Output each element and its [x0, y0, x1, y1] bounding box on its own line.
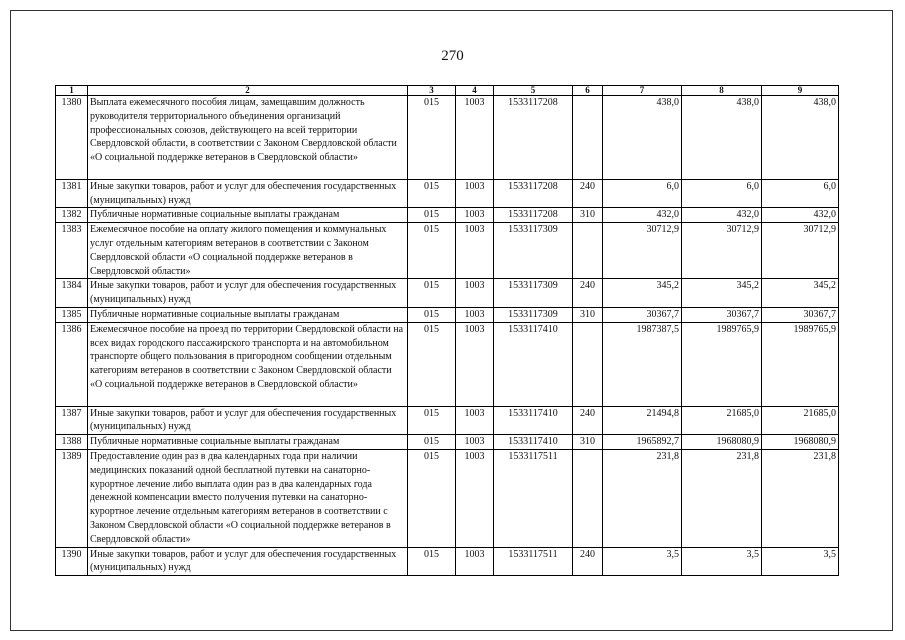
- expense-type-cell: 310: [573, 208, 603, 223]
- expense-type-cell: [573, 449, 603, 547]
- description-cell: Ежемесячное пособие на оплату жилого помещения и коммунальных услуг отдельным категориям ветеранов в соответствии с Законом Свердловской области «О социальной поддержке ветеранов в Свердловской области»: [88, 223, 408, 279]
- amount-cell: 1989765,9: [762, 322, 839, 406]
- row-number-cell: 1384: [56, 279, 88, 308]
- target-article-cell: 1533117309: [494, 279, 573, 308]
- code-cell: 015: [408, 406, 456, 435]
- header-cell: 6: [573, 86, 603, 96]
- page-number: 270: [441, 48, 464, 64]
- amount-cell: 1968080,9: [682, 435, 762, 450]
- description-cell: Иные закупки товаров, работ и услуг для обеспечения государственных (муниципальных) нужд: [88, 179, 408, 208]
- amount-cell: 30712,9: [603, 223, 682, 279]
- code-cell: 015: [408, 208, 456, 223]
- expense-type-cell: 310: [573, 307, 603, 322]
- target-article-cell: 1533117309: [494, 307, 573, 322]
- table-row: [56, 279, 839, 308]
- amount-cell: 345,2: [682, 279, 762, 308]
- budget-table: [55, 85, 839, 576]
- header-cell: 4: [456, 86, 494, 96]
- amount-cell: 438,0: [762, 96, 839, 180]
- amount-cell: 21494,8: [603, 406, 682, 435]
- code-cell: 015: [408, 307, 456, 322]
- table-row: [56, 449, 839, 547]
- amount-cell: 3,5: [682, 547, 762, 576]
- amount-cell: 1987387,5: [603, 322, 682, 406]
- code-cell: 015: [408, 449, 456, 547]
- table-row: [56, 223, 839, 279]
- header-row: [56, 86, 839, 96]
- row-number-cell: 1390: [56, 547, 88, 576]
- row-number-cell: 1386: [56, 322, 88, 406]
- target-article-cell: 1533117511: [494, 449, 573, 547]
- amount-cell: 345,2: [603, 279, 682, 308]
- table-row: [56, 179, 839, 208]
- code-cell: 015: [408, 96, 456, 180]
- amount-cell: 432,0: [603, 208, 682, 223]
- amount-cell: 30367,7: [682, 307, 762, 322]
- description-cell: Публичные нормативные социальные выплаты гражданам: [88, 208, 408, 223]
- amount-cell: 30712,9: [762, 223, 839, 279]
- amount-cell: 438,0: [603, 96, 682, 180]
- section-cell: 1003: [456, 322, 494, 406]
- header-cell: 3: [408, 86, 456, 96]
- code-cell: 015: [408, 435, 456, 450]
- amount-cell: 3,5: [603, 547, 682, 576]
- row-number-cell: 1383: [56, 223, 88, 279]
- section-cell: 1003: [456, 223, 494, 279]
- header-cell: 7: [603, 86, 682, 96]
- target-article-cell: 1533117208: [494, 179, 573, 208]
- table-row: [56, 406, 839, 435]
- target-article-cell: 1533117410: [494, 322, 573, 406]
- amount-cell: 21685,0: [682, 406, 762, 435]
- table-row: [56, 307, 839, 322]
- section-cell: 1003: [456, 96, 494, 180]
- description-cell: Ежемесячное пособие на проезд по территории Свердловской области на всех видах городского пассажирского транспорта и на автомобильном транспорте общего пользования в пригородном сообщении отдельным категориям ветеранов в соответствии с Законом Свердловской области «О социальной поддержке ветеранов в Свердловской области»: [88, 322, 408, 406]
- amount-cell: 1989765,9: [682, 322, 762, 406]
- code-cell: 015: [408, 547, 456, 576]
- section-cell: 1003: [456, 179, 494, 208]
- amount-cell: 30367,7: [762, 307, 839, 322]
- target-article-cell: 1533117511: [494, 547, 573, 576]
- amount-cell: 438,0: [682, 96, 762, 180]
- expense-type-cell: [573, 322, 603, 406]
- target-article-cell: 1533117208: [494, 208, 573, 223]
- table-row: [56, 547, 839, 576]
- expense-type-cell: 310: [573, 435, 603, 450]
- expense-type-cell: 240: [573, 406, 603, 435]
- target-article-cell: 1533117410: [494, 406, 573, 435]
- amount-cell: 6,0: [682, 179, 762, 208]
- expense-type-cell: 240: [573, 279, 603, 308]
- code-cell: 015: [408, 179, 456, 208]
- table-row: [56, 322, 839, 406]
- amount-cell: 1968080,9: [762, 435, 839, 450]
- header-cell: 1: [56, 86, 88, 96]
- expense-type-cell: 240: [573, 179, 603, 208]
- description-cell: Иные закупки товаров, работ и услуг для обеспечения государственных (муниципальных) нужд: [88, 279, 408, 308]
- row-number-cell: 1388: [56, 435, 88, 450]
- table-row: [56, 208, 839, 223]
- amount-cell: 30367,7: [603, 307, 682, 322]
- description-cell: Иные закупки товаров, работ и услуг для обеспечения государственных (муниципальных) нужд: [88, 547, 408, 576]
- row-number-cell: 1381: [56, 179, 88, 208]
- row-number-cell: 1382: [56, 208, 88, 223]
- section-cell: 1003: [456, 406, 494, 435]
- expense-type-cell: 240: [573, 547, 603, 576]
- description-cell: Публичные нормативные социальные выплаты гражданам: [88, 435, 408, 450]
- header-cell: 2: [88, 86, 408, 96]
- description-cell: Иные закупки товаров, работ и услуг для обеспечения государственных (муниципальных) нужд: [88, 406, 408, 435]
- amount-cell: 432,0: [762, 208, 839, 223]
- amount-cell: 345,2: [762, 279, 839, 308]
- code-cell: 015: [408, 279, 456, 308]
- amount-cell: 30712,9: [682, 223, 762, 279]
- expense-type-cell: [573, 96, 603, 180]
- section-cell: 1003: [456, 449, 494, 547]
- header-cell: 5: [494, 86, 573, 96]
- description-cell: Публичные нормативные социальные выплаты гражданам: [88, 307, 408, 322]
- section-cell: 1003: [456, 547, 494, 576]
- section-cell: 1003: [456, 307, 494, 322]
- header-cell: 9: [762, 86, 839, 96]
- amount-cell: 231,8: [682, 449, 762, 547]
- amount-cell: 231,8: [762, 449, 839, 547]
- description-cell: Выплата ежемесячного пособия лицам, замещавшим должность руководителя территориального объединения организаций профессиональных союзов, действующего на всей территории Свердловской области, в соответствии с Законом Свердловской области «О социальной поддержке ветеранов в Свердловской области»: [88, 96, 408, 180]
- expense-type-cell: [573, 223, 603, 279]
- amount-cell: 231,8: [603, 449, 682, 547]
- amount-cell: 21685,0: [762, 406, 839, 435]
- amount-cell: 1965892,7: [603, 435, 682, 450]
- row-number-cell: 1385: [56, 307, 88, 322]
- row-number-cell: 1387: [56, 406, 88, 435]
- row-number-cell: 1380: [56, 96, 88, 180]
- amount-cell: 3,5: [762, 547, 839, 576]
- row-number-cell: 1389: [56, 449, 88, 547]
- amount-cell: 6,0: [603, 179, 682, 208]
- code-cell: 015: [408, 223, 456, 279]
- section-cell: 1003: [456, 435, 494, 450]
- table-row: [56, 435, 839, 450]
- amount-cell: 432,0: [682, 208, 762, 223]
- description-cell: Предоставление один раз в два календарных года при наличии медицинских показаний одной бесплатной путевки на санаторно-курортное лечение либо выплата один раз в два календарных года денежной компенсации вместо получения путевки на санаторно-курортное лечение отдельным категориям ветеранов в соответствии с Законом Свердловской области «О социальной поддержке ветеранов в Свердловской области»: [88, 449, 408, 547]
- code-cell: 015: [408, 322, 456, 406]
- section-cell: 1003: [456, 208, 494, 223]
- section-cell: 1003: [456, 279, 494, 308]
- target-article-cell: 1533117208: [494, 96, 573, 180]
- target-article-cell: 1533117410: [494, 435, 573, 450]
- target-article-cell: 1533117309: [494, 223, 573, 279]
- amount-cell: 6,0: [762, 179, 839, 208]
- table-row: [56, 96, 839, 180]
- header-cell: 8: [682, 86, 762, 96]
